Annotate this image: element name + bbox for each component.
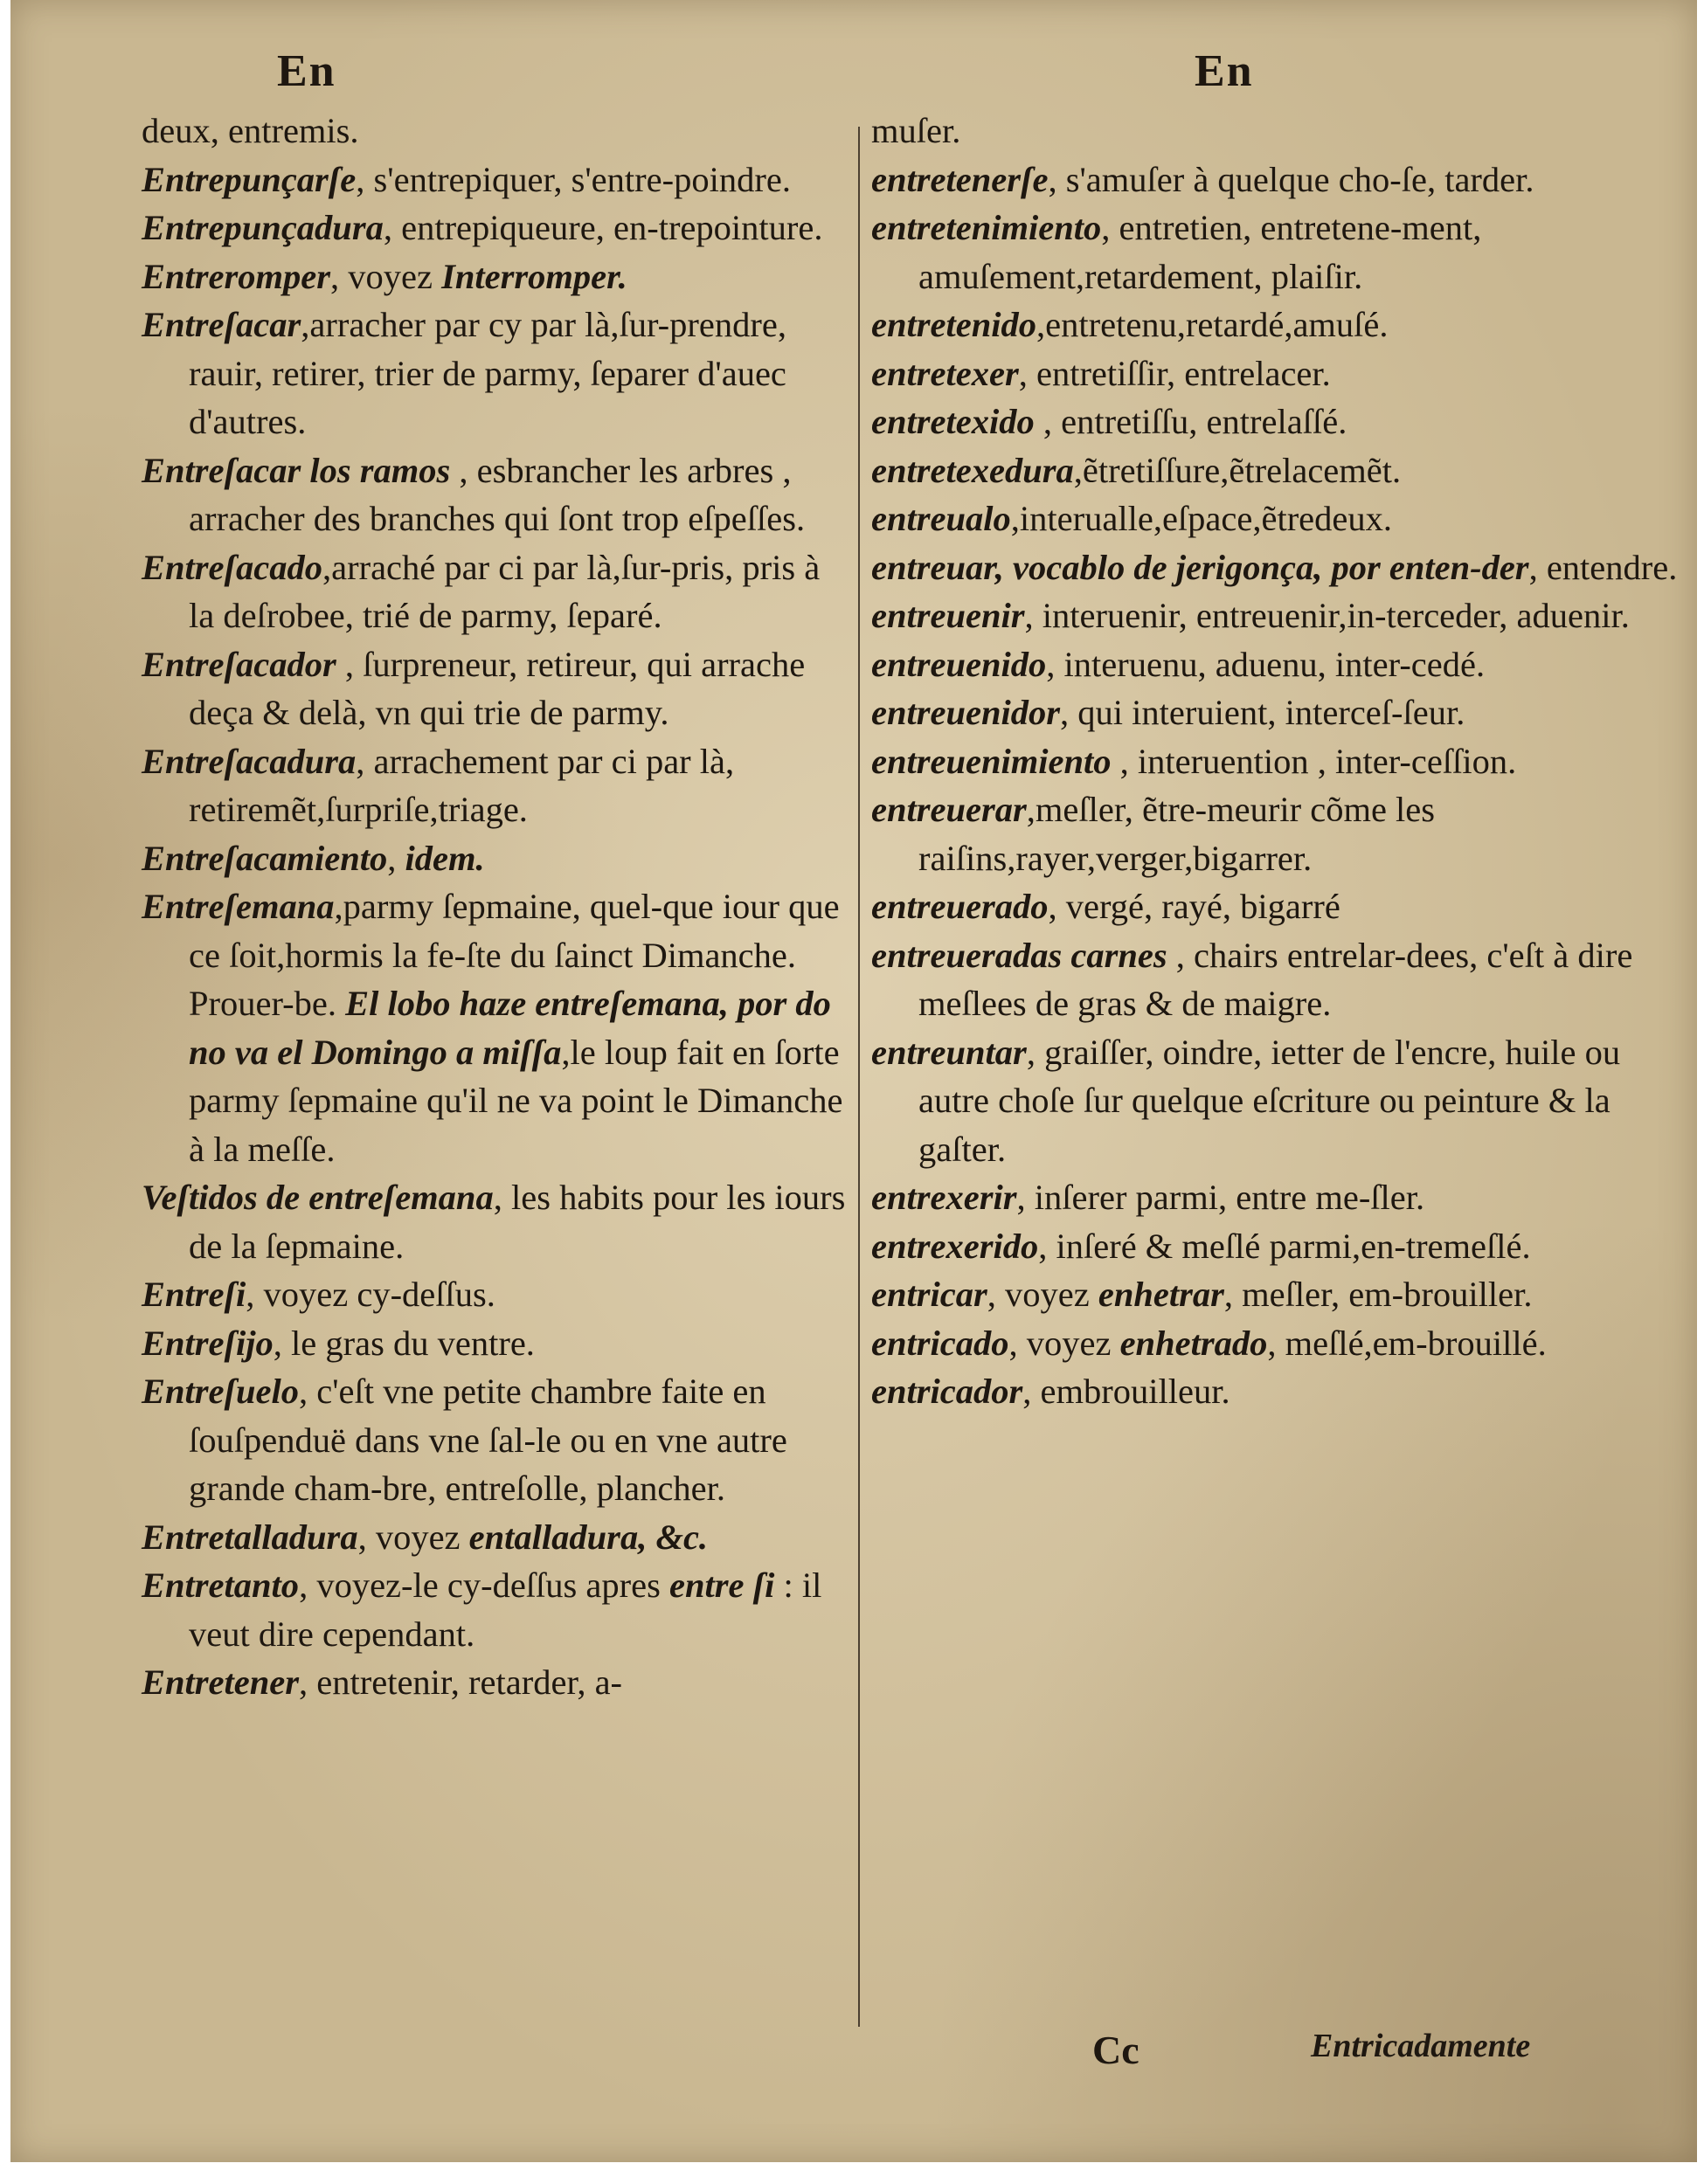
dictionary-entry [871, 591, 1684, 640]
entry-headword: entricar [871, 1275, 987, 1314]
dictionary-entry [871, 446, 1684, 495]
entry-italic-term: El lobo haze entreſemana, por do no va el Domingo a miſſa [189, 984, 831, 1072]
dictionary-entry [871, 494, 1684, 543]
dictionary-entry [142, 1513, 849, 1562]
left-column [142, 107, 849, 1707]
entry-headword: entretexer [871, 353, 1019, 393]
entry-definition-continued: , meſler, em-brouiller. [1223, 1275, 1533, 1314]
dictionary-entry [871, 882, 1684, 931]
dictionary-entry [142, 252, 849, 301]
dictionary-entry [871, 785, 1684, 882]
entry-headword: entretexedura [871, 450, 1074, 490]
dictionary-entry [142, 1319, 849, 1368]
entry-headword: entricador [871, 1372, 1023, 1411]
entry-headword: Entreſi [142, 1275, 246, 1314]
entry-definition: , esbrancher les arbres , arracher des branches qui ſont trop eſpeſſes. [189, 450, 806, 538]
entry-headword: Entrepunçadura [142, 208, 384, 247]
entry-headword: entreuenido [871, 644, 1047, 684]
dictionary-entry [871, 349, 1684, 398]
entry-definition: ,interualle,eſpace,ẽtredeux. [1010, 499, 1393, 538]
entry-definition: ,entretenu,retardé,amuſé. [1036, 305, 1389, 344]
dictionary-entry [142, 156, 849, 204]
dictionary-entry [871, 688, 1684, 737]
entry-headword: Entretener [142, 1662, 300, 1702]
dictionary-entry [871, 1222, 1684, 1271]
entry-definition: , chairs entrelar-dees, c'eſt à dire meſlees de gras & de maigre. [918, 935, 1633, 1023]
entry-headword: entreuenir [871, 596, 1025, 635]
entry-headword: entricado [871, 1323, 1009, 1363]
entry-definition: , les habits pour les iours de la ſepmaine. [189, 1178, 846, 1266]
entry-italic-term: Interromper. [441, 256, 627, 296]
entry-headword: Entreſacado [142, 547, 322, 587]
dictionary-entry [871, 397, 1684, 446]
entry-definition: , inſerer parmi, entre me-ſler. [1016, 1178, 1425, 1217]
entry-definition: , graiſſer, oindre, ietter de l'encre, huile ou autre choſe ſur quelque eſcriture ou peinture & la gaſter. [918, 1032, 1621, 1169]
entry-definition: , interuention , inter-ceſſion. [1111, 741, 1517, 781]
dictionary-entry [142, 1658, 849, 1707]
entry-headword: Entreſacamiento [142, 838, 388, 878]
right-running-head: En [1195, 46, 1254, 96]
column-divider [858, 127, 860, 2027]
entry-headword: Entrepunçarſe [142, 159, 357, 199]
dictionary-entry [871, 301, 1684, 349]
dictionary-entry [142, 107, 849, 156]
entry-headword: entretexido [871, 402, 1035, 441]
dictionary-entry [142, 301, 849, 446]
entry-headword: entreuenimiento [871, 741, 1112, 781]
dictionary-entry [142, 204, 849, 252]
entry-headword: entretenimiento [871, 208, 1102, 247]
entry-headword: Entreſemana [142, 887, 335, 926]
dictionary-entry [871, 1367, 1684, 1416]
entry-definition: , qui interuient, interceſ-ſeur. [1060, 693, 1465, 732]
dictionary-entry [142, 640, 849, 737]
entry-definition: , le gras du ventre. [273, 1323, 535, 1363]
entry-headword: Entretalladura [142, 1517, 358, 1557]
entry-definition: , ſurpreneur, retireur, qui arrache deça & delà, vn qui trie de parmy. [189, 644, 806, 732]
entry-definition: , voyez [1008, 1323, 1120, 1363]
dictionary-entry [142, 1561, 849, 1658]
entry-italic-term: entalladura, &c. [468, 1517, 709, 1557]
entry-headword: Entreſacadura [142, 741, 357, 781]
left-running-head: En [277, 46, 336, 96]
entry-headword: entreuenidor [871, 693, 1061, 732]
dictionary-entry [871, 107, 1684, 156]
entry-headword: Entreſacador [142, 644, 336, 684]
dictionary-entry [871, 156, 1684, 204]
entry-headword: entretenido [871, 305, 1036, 344]
entry-definition: deux, entremis. [142, 111, 359, 150]
entry-headword: Entretanto [142, 1565, 300, 1605]
entry-definition: , s'amuſer à quelque cho-ſe, tarder. [1048, 159, 1534, 199]
entry-definition: , voyez-le cy-deſſus apres [299, 1565, 670, 1605]
entry-headword: Entreſijo [142, 1323, 274, 1363]
dictionary-entry [871, 737, 1684, 786]
entry-headword: entreueradas carnes [871, 935, 1167, 975]
entry-definition: , entretien, entretene-ment, amuſement,retardement, plaiſir. [918, 208, 1482, 296]
dictionary-entry [142, 1367, 849, 1513]
entry-definition: , entrepiqueure, en-trepointure. [383, 208, 823, 247]
entry-headword: Entreſuelo [142, 1372, 300, 1411]
entry-definition: ,meſler, ẽtre-meurir cõme les raiſins,rayer,verger,bigarrer. [918, 790, 1436, 878]
dictionary-entry [871, 543, 1684, 592]
entry-definition-continued: , meſlé,em-brouillé. [1267, 1323, 1547, 1363]
entry-definition: , s'entrepiquer, s'entre-poindre. [356, 159, 791, 199]
signature-mark: Cc [1092, 2028, 1139, 2072]
entry-definition: ,ẽtretiſſure,ẽtrelacemẽt. [1073, 450, 1402, 490]
entry-definition: , vergé, rayé, bigarré [1048, 887, 1340, 926]
entry-definition: , interuenir, entreuenir,in-terceder, aduenir. [1024, 596, 1630, 635]
dictionary-entry [142, 1270, 849, 1319]
entry-definition: , arrachement par ci par là, retiremẽt,ſurpriſe,triage. [189, 741, 735, 829]
entry-definition-continued: ,le loup fait en ſorte parmy ſepmaine qu'il ne va point le Dimanche à la meſſe. [189, 1032, 843, 1169]
entry-italic-term: enhetrar [1098, 1275, 1224, 1314]
entry-headword: Veſtidos de entreſemana [142, 1178, 494, 1217]
entry-definition: ,arracher par cy par là,ſur-prendre, rauir, retirer, trier de parmy, ſeparer d'auec d'autres. [189, 305, 786, 441]
dictionary-entry [142, 834, 849, 883]
dictionary-entry [142, 737, 849, 834]
dictionary-entry [142, 1173, 849, 1270]
entry-headword: entreuerado [871, 887, 1049, 926]
dictionary-entry [871, 640, 1684, 689]
entry-definition: , voyez [987, 1275, 1098, 1314]
entry-definition: , c'eſt vne petite chambre faite en ſouſpenduë dans vne ſal-le ou en vne autre grande cham-bre, entreſolle, plancher. [189, 1372, 787, 1508]
entry-definition: , entendre. [1528, 547, 1678, 587]
entry-definition: , entretiſſir, entrelacer. [1018, 353, 1331, 393]
entry-headword: entrexerir [871, 1178, 1017, 1217]
entry-italic-term: enhetrado [1119, 1323, 1268, 1363]
dictionary-entry [142, 543, 849, 640]
entry-headword: Entreromper [142, 256, 331, 296]
entry-definition-continued: : il veut dire cependant. [189, 1565, 822, 1654]
entry-italic-term: idem. [405, 838, 485, 878]
book-page [10, 0, 1697, 2162]
entry-headword: entretenerſe [871, 159, 1049, 199]
entry-headword: entreuntar [871, 1032, 1027, 1072]
entry-headword: entrexerido [871, 1226, 1039, 1266]
dictionary-entry [871, 931, 1684, 1028]
dictionary-entry [871, 1270, 1684, 1319]
entry-headword: entreuerar [871, 790, 1027, 829]
entry-definition: ,arraché par ci par là,ſur-pris, pris à la deſrobee, trié de parmy, ſeparé. [189, 547, 821, 635]
entry-definition: , inſeré & meſlé parmi,en-tremeſlé. [1038, 1226, 1531, 1266]
entry-definition: , voyez cy-deſſus. [246, 1275, 495, 1314]
entry-definition: ,parmy ſepmaine, quel-que iour que ce ſoit,hormis la fe-ſte du ſainct Dimanche. Prouer-be. [189, 887, 840, 1023]
entry-headword: Entreſacar los ramos [142, 450, 451, 490]
dictionary-entry [142, 882, 849, 1173]
entry-definition: , [387, 838, 405, 878]
entry-definition: , interuenu, aduenu, inter-cedé. [1046, 644, 1486, 684]
entry-definition: muſer. [871, 111, 961, 150]
entry-definition: , voyez [330, 256, 442, 296]
entry-definition: , entretiſſu, entrelaſſé. [1034, 402, 1347, 441]
dictionary-entry [871, 1028, 1684, 1174]
right-column [871, 107, 1684, 1416]
entry-headword: entreualo [871, 499, 1011, 538]
entry-definition: , entretenir, retarder, a- [299, 1662, 623, 1702]
entry-definition: , embrouilleur. [1022, 1372, 1230, 1411]
dictionary-entry [871, 1173, 1684, 1222]
entry-italic-term: entre ſi [669, 1565, 775, 1605]
entry-definition: , voyez [357, 1517, 469, 1557]
entry-headword: entreuar, vocablo de jerigonça, por enten-der [871, 547, 1529, 587]
catchword: Entricadamente [1311, 2028, 1531, 2064]
dictionary-entry [142, 446, 849, 543]
dictionary-entry [871, 204, 1684, 301]
entry-headword: Entreſacar [142, 305, 301, 344]
dictionary-entry [871, 1319, 1684, 1368]
